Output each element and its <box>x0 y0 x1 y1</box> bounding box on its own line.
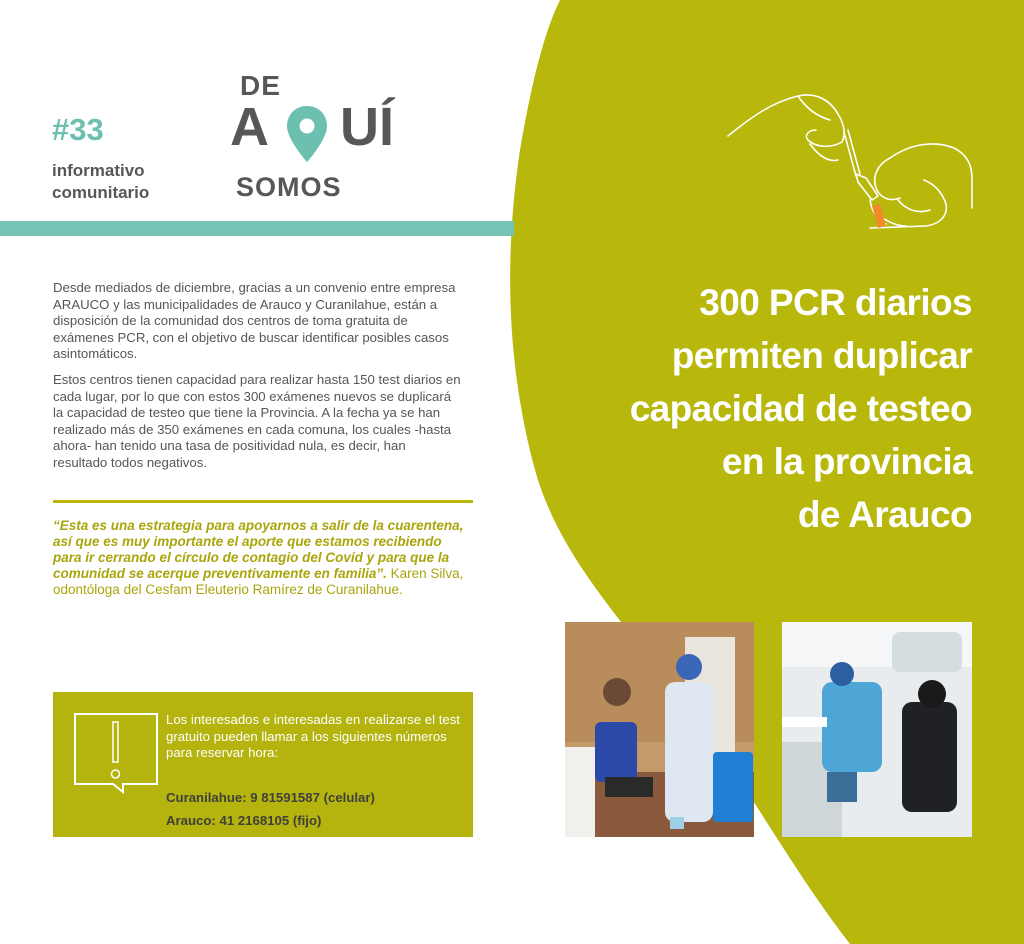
issue-label-line2: comunitario <box>52 183 150 202</box>
logo-a: A <box>230 97 269 157</box>
headline-line-3: capacidad de testeo <box>629 388 972 429</box>
photo-testing-booth <box>565 622 754 837</box>
phone-curanilahue: Curanilahue: 9 81591587 (celular) <box>166 790 375 805</box>
hands-swab-icon <box>720 88 974 238</box>
contact-instructions: Los interesados e interesadas en realizarse el test gratuito pueden llamar a los siguientes números para reservar hora: <box>166 712 460 760</box>
logo-somos: SOMOS <box>236 172 342 202</box>
quote-text: “Esta es una estrategia para apoyarnos a salir de la cuarentena, así que es muy importante el aporte que estamos recibiendo para ir cerrando el círculo de contagio del Covid y para que la comunidad se acerque preventivamente en familia”. <box>53 518 464 581</box>
body-paragraph-2: Estos centros tienen capacidad para realizar hasta 150 test diarios en cada lugar, por lo que con estos 300 exámenes nuevos se duplicará la capacidad de testeo que tiene la Provincia. A la fecha ya se han realizado más de 350 exámenes en cada comuna, los cuales -hasta ahora- han tenido una tasa de positividad nula, es decir, han resultado todos negativos. <box>53 372 461 470</box>
logo-de: DE <box>240 70 281 101</box>
quote-attribution: Karen Silva, odontóloga del Cesfam Eleuterio Ramírez de Curanilahue. <box>53 566 464 597</box>
quote-divider <box>53 500 473 503</box>
teal-divider-bar <box>0 221 514 236</box>
map-pin-icon <box>284 104 330 164</box>
exclamation-speech-icon <box>73 712 159 794</box>
issue-label <box>52 160 149 204</box>
headline <box>552 276 972 541</box>
headline-line-4: en la provincia <box>721 441 972 482</box>
phone-arauco: Arauco: 41 2168105 (fijo) <box>166 813 322 828</box>
logo-ui: UÍ <box>340 97 394 157</box>
issue-number: #33 <box>52 112 104 147</box>
headline-line-2: permiten duplicar <box>671 335 972 376</box>
de-aqui-somos-logo <box>228 70 428 210</box>
headline-line-5: de Arauco <box>797 494 972 535</box>
body-paragraph-1: Desde mediados de diciembre, gracias a un convenio entre empresa ARAUCO y las municipalidades de Arauco y Curanilahue, están a disposición de la comunidad dos centros de toma gratuita de exámenes PCR, con el objetivo de buscar identificar posibles casos asintomáticos. <box>53 280 456 361</box>
photo-mobile-clinic <box>782 622 972 837</box>
headline-line-1: 300 PCR diarios <box>699 282 972 323</box>
testimonial-quote <box>53 518 473 598</box>
contact-info-box <box>53 692 473 837</box>
issue-label-line1: informativo <box>52 161 145 180</box>
